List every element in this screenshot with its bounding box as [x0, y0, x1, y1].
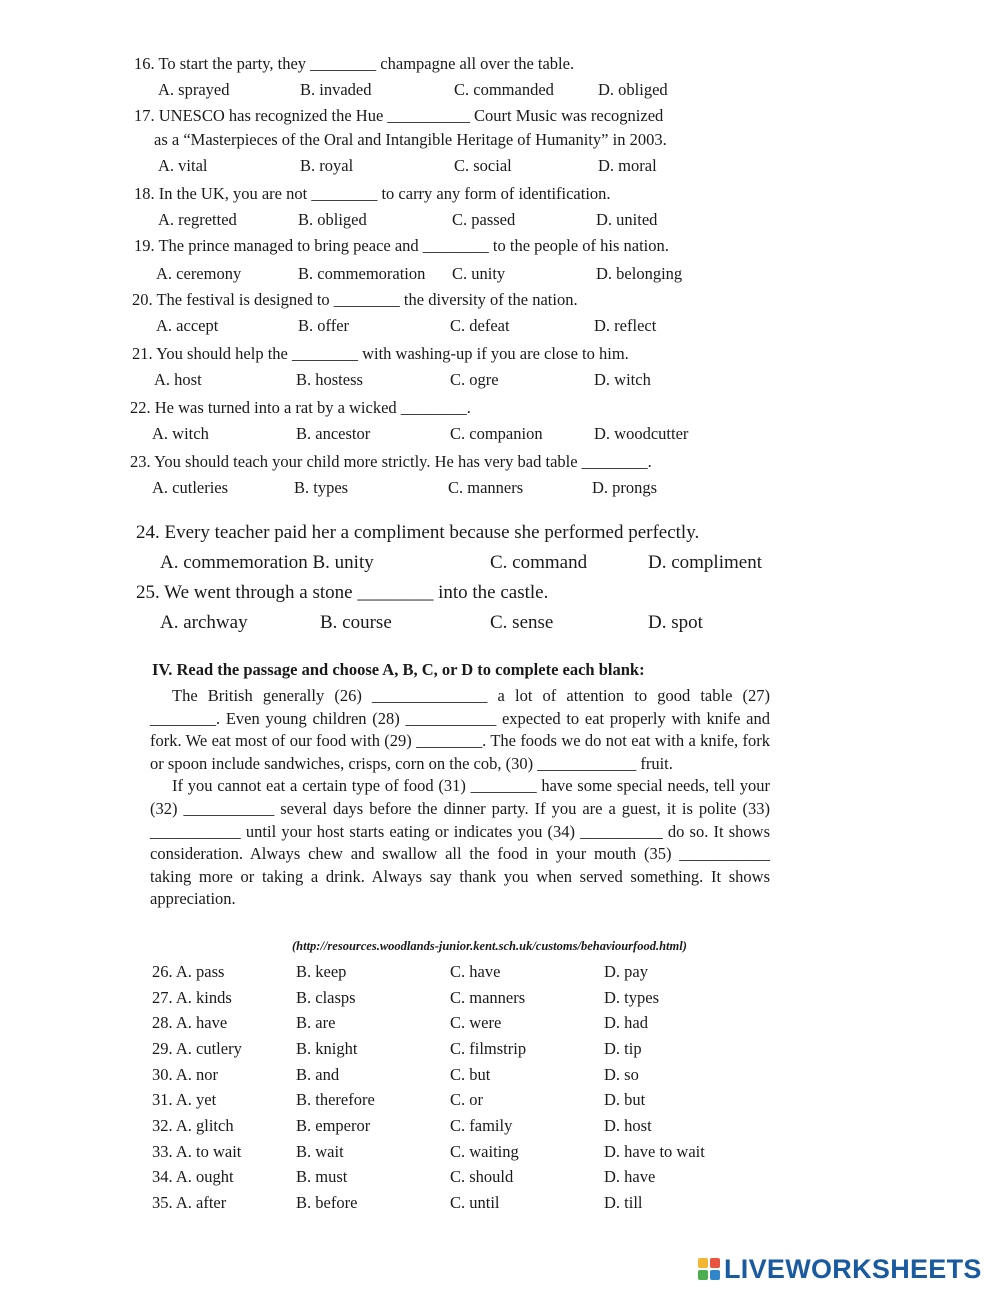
option[interactable]: B. types: [294, 478, 349, 497]
option[interactable]: C. manners: [450, 988, 526, 1007]
option[interactable]: C. companion: [450, 424, 543, 443]
option[interactable]: C. passed: [452, 210, 516, 229]
option[interactable]: B. hostess: [296, 370, 363, 389]
question-20: 20. The festival is designed to ________ the diversity of the nation.: [132, 290, 578, 309]
answer-row-29: [152, 1039, 772, 1061]
option[interactable]: D. woodcutter: [594, 424, 689, 443]
question-19-options: [154, 264, 794, 286]
option[interactable]: D. tip: [604, 1039, 642, 1058]
option[interactable]: D. prongs: [592, 478, 658, 497]
source-citation: (http://resources.woodlands-junior.kent.sch.uk/customs/behaviourfood.html): [292, 939, 687, 953]
option[interactable]: D. have: [604, 1167, 656, 1186]
answer-row-32: [152, 1116, 772, 1138]
option[interactable]: D. belonging: [596, 264, 683, 283]
option[interactable]: 31. A. yet: [152, 1090, 217, 1109]
option[interactable]: C. should: [450, 1167, 514, 1186]
question-24-options: [160, 552, 800, 574]
option[interactable]: B. ancestor: [296, 424, 371, 443]
question-17-options: [154, 156, 794, 178]
option[interactable]: C. ogre: [450, 370, 499, 389]
option[interactable]: D. obliged: [598, 80, 668, 99]
option[interactable]: B. commemoration: [298, 264, 426, 283]
option[interactable]: B. offer: [298, 316, 350, 335]
option[interactable]: B. keep: [296, 962, 347, 981]
option[interactable]: 34. A. ought: [152, 1167, 234, 1186]
question-23: 23. You should teach your child more strictly. He has very bad table ________.: [130, 452, 652, 471]
option[interactable]: B. clasps: [296, 988, 356, 1007]
option[interactable]: D. till: [604, 1193, 643, 1212]
option[interactable]: D. types: [604, 988, 659, 1007]
answer-row-26: [152, 962, 772, 984]
option[interactable]: B. invaded: [300, 80, 372, 99]
passage-paragraph: The British generally (26) ______________ a lot of attention to good table (27) ________. Even young children (28) ___________ expected to eat properly with knife and fork. We eat most of our food with (29) ________. The foods we do not eat with a knife, fork or spoon include sandwiches, crisps, corn on the cob, (30) ____________ fruit.: [150, 686, 770, 773]
option[interactable]: B. therefore: [296, 1090, 375, 1109]
reading-passage: [150, 685, 770, 911]
question-17-continued: as a “Masterpieces of the Oral and Intangible Heritage of Humanity” in 2003.: [154, 130, 667, 149]
option[interactable]: D. reflect: [594, 316, 657, 335]
question-16: 16. To start the party, they ________ champagne all over the table.: [134, 54, 575, 73]
option[interactable]: C. until: [450, 1193, 500, 1212]
option[interactable]: A. commemoration B. unity: [160, 552, 374, 573]
option[interactable]: D. have to wait: [604, 1142, 705, 1161]
option[interactable]: D. witch: [594, 370, 651, 389]
option[interactable]: D. united: [596, 210, 658, 229]
liveworksheets-logo[interactable]: [698, 1252, 982, 1286]
option[interactable]: B. obliged: [298, 210, 367, 229]
option[interactable]: C. were: [450, 1013, 502, 1032]
option[interactable]: B. are: [296, 1013, 336, 1032]
question-16-options: [154, 80, 794, 102]
logo-mark-icon: [698, 1258, 720, 1280]
question-25-options: [160, 612, 800, 634]
logo-text: LIVEWORKSHEETS: [724, 1253, 982, 1284]
answer-row-33: [152, 1142, 772, 1164]
option[interactable]: A. regretted: [158, 210, 237, 229]
option[interactable]: A. sprayed: [158, 80, 230, 99]
question-19: 19. The prince managed to bring peace and ________ to the people of his nation.: [134, 236, 669, 255]
answer-row-31: [152, 1090, 772, 1112]
option[interactable]: 28. A. have: [152, 1013, 228, 1032]
answer-row-34: [152, 1167, 772, 1189]
question-18: 18. In the UK, you are not ________ to carry any form of identification.: [134, 184, 611, 203]
passage-paragraph: If you cannot eat a certain type of food (31) ________ have some special needs, tell your (32) ___________ several days before the dinner party. If you are a guest, it is polite (33) ___________ until your host starts eating or indicates you (34) __________ do so. It shows consideration. Always chew and swallow all the food in your mouth (35) ___________ taking more or taking a drink. Always say thank you when served something. It shows appreciation.: [150, 776, 770, 909]
option[interactable]: C. have: [450, 962, 501, 981]
option[interactable]: 26. A. pass: [152, 962, 225, 981]
option[interactable]: 32. A. glitch: [152, 1116, 234, 1135]
answer-row-30: [152, 1065, 772, 1087]
option[interactable]: D. host: [604, 1116, 652, 1135]
option[interactable]: B. and: [296, 1065, 340, 1084]
question-22: 22. He was turned into a rat by a wicked ________.: [130, 398, 471, 417]
question-21: 21. You should help the ________ with washing-up if you are close to him.: [132, 344, 629, 363]
option[interactable]: D. had: [604, 1013, 648, 1032]
option[interactable]: D. but: [604, 1090, 646, 1109]
option[interactable]: C. family: [450, 1116, 513, 1135]
answer-row-27: [152, 988, 772, 1010]
option[interactable]: A. cutleries: [152, 478, 229, 497]
question-25: 25. We went through a stone ________ into the castle.: [136, 582, 549, 603]
option[interactable]: C. filmstrip: [450, 1039, 527, 1058]
section-heading: IV. Read the passage and choose A, B, C, or D to complete each blank:: [152, 660, 645, 679]
question-23-options: [154, 478, 794, 500]
answer-row-35: [152, 1193, 772, 1215]
option[interactable]: D. so: [604, 1065, 639, 1084]
option[interactable]: C. command: [490, 552, 588, 573]
option[interactable]: C. but: [450, 1065, 491, 1084]
option[interactable]: B. royal: [300, 156, 354, 175]
option[interactable]: C. defeat: [450, 316, 510, 335]
option[interactable]: 30. A. nor: [152, 1065, 218, 1084]
option[interactable]: B. must: [296, 1167, 348, 1186]
option[interactable]: 33. A. to wait: [152, 1142, 242, 1161]
option[interactable]: C. waiting: [450, 1142, 519, 1161]
option[interactable]: A. accept: [156, 316, 219, 335]
answer-row-28: [152, 1013, 772, 1035]
option[interactable]: D. compliment: [648, 552, 762, 573]
option[interactable]: C. unity: [452, 264, 506, 283]
option[interactable]: 35. A. after: [152, 1193, 227, 1212]
option[interactable]: C. or: [450, 1090, 483, 1109]
question-21-options: [154, 370, 794, 392]
option[interactable]: C. social: [454, 156, 512, 175]
option[interactable]: C. commanded: [454, 80, 554, 99]
option[interactable]: B. wait: [296, 1142, 344, 1161]
option[interactable]: 27. A. kinds: [152, 988, 232, 1007]
question-17: 17. UNESCO has recognized the Hue __________ Court Music was recognized: [134, 106, 664, 125]
question-24: 24. Every teacher paid her a compliment because she performed perfectly.: [136, 522, 700, 543]
option[interactable]: B. emperor: [296, 1116, 371, 1135]
option[interactable]: D. spot: [648, 612, 703, 633]
option[interactable]: C. sense: [490, 612, 554, 633]
question-20-options: [154, 316, 794, 338]
option[interactable]: C. manners: [448, 478, 524, 497]
option[interactable]: D. pay: [604, 962, 648, 981]
option[interactable]: B. knight: [296, 1039, 358, 1058]
option[interactable]: A. archway: [160, 612, 248, 633]
question-22-options: [154, 424, 794, 446]
option[interactable]: B. before: [296, 1193, 358, 1212]
question-18-options: [154, 210, 794, 232]
option[interactable]: A. ceremony: [156, 264, 242, 283]
option[interactable]: A. vital: [158, 156, 208, 175]
option[interactable]: D. moral: [598, 156, 657, 175]
option[interactable]: A. witch: [152, 424, 209, 443]
option[interactable]: 29. A. cutlery: [152, 1039, 242, 1058]
option[interactable]: B. course: [320, 612, 392, 633]
option[interactable]: A. host: [154, 370, 202, 389]
